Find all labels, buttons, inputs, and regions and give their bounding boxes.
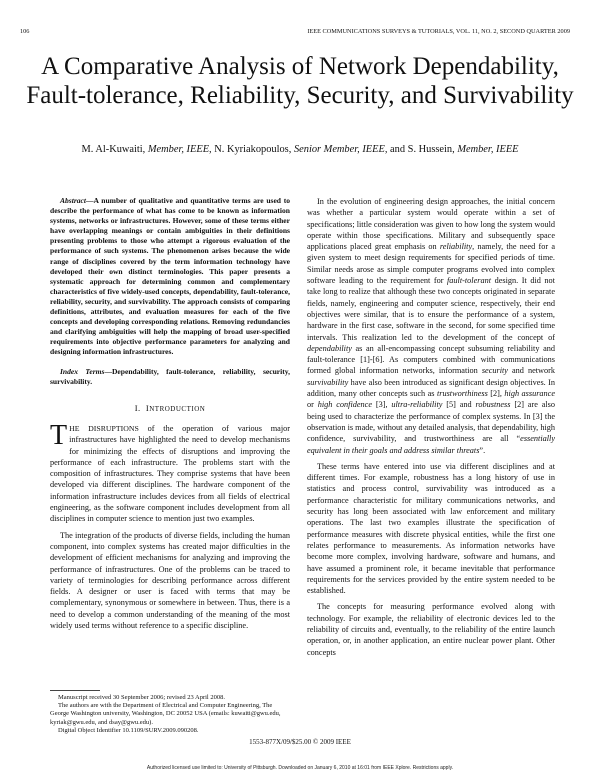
section-title-rest: NTRODUCTION (149, 404, 206, 413)
text-run: ”. (479, 445, 486, 455)
emphasis-survivability: survivability (307, 377, 349, 387)
text-run: and network (507, 366, 555, 376)
text-run: In the evolution of engineering design approaches, the initial concern was whether a particular system would operate within a set of specifications; little consideration was given to how long the system would operate within those specifications. Military and subsequently space applications placed great emphasis on (307, 197, 555, 252)
abstract-text: —A number of qualitative and quantitative terms are used to describe the performance of what has come to be known as information systems, networks or infrastructures. However, some of these terms either have overlapping meanings or contain ambiguities in their definitions presenting problems to those who attempt a rigorous evaluation of the performance of such systems. The phenomenon arises because the wide range of disciplines covered by the term information technology have developed their own distinct terminologies. This paper presents a systematic approach for determining common and complementary characteristics of five widely-used concepts, dependability, fault-tolerance, reliability, security, and survivability. The approach consists of comparing definitions, attributes, and evaluation measures for each of the five concepts and developing corresponding relations. Removing redundancies and clarifying ambiguities will help the mapping of broad user-specified requirements into objective performance parameters for analyzing and designing information infrastructures. (50, 196, 290, 357)
text-run: [3], (371, 400, 392, 410)
text-run: [2] are also being used to characterize the performance of complex systems. In [3] the observation is made, without any detailed analysis, that dependability, high confidence, survivability, and trustworthiness are all “ (307, 400, 556, 444)
emphasis-reliability: reliability (439, 242, 473, 252)
paper-title: A Comparative Analysis of Network Dependability, Fault-tolerance, Reliability, Security, and Survivability (26, 53, 574, 109)
author-1-role: Member, IEEE, (147, 144, 212, 155)
author-line (20, 144, 580, 155)
author-3-role: Member, IEEE (457, 144, 519, 155)
emphasis-dependability: dependability (307, 343, 352, 353)
abstract-label: Abstract (60, 196, 86, 205)
copyright-line: 1553-877X/09/$25.00 © 2009 IEEE (249, 738, 351, 746)
page-number: 106 (20, 28, 30, 35)
right-paragraph-2: These terms have entered into use via different disciplines and at different times. For example, robustness has a long history of use in statistics and process control, survivability was introduced as a performance characteristic for military communications networks, and security has long been associated with law enforcement and military operations. The last two examples illustrate the specification of performance measures with discrete physical entities, while the first one relates performance to measurements. As information networks have become more complex, involving hardware, software and humans, and have assumed a prominent role, it became inevitable that performance requirements for the services provided by the entire system needed to be established. (307, 461, 555, 596)
caps-lead: HE DISRUPTIONS (69, 423, 139, 433)
text-run: [2], (487, 389, 505, 399)
emphasis-security: security (481, 366, 508, 376)
text-run: , namely, the need for a given system to meet design requirements for specified periods of time. Similar needs arose as simple computer programs evolved into complex software leading to the requirement for (307, 242, 555, 286)
text-run: have also been introduced as significant design objectives. In addition, many other concepts such as (307, 377, 555, 399)
abstract (50, 196, 290, 358)
right-paragraph-3: The concepts for measuring performance evolved along with technology. For example, the reliability of electronic devices led to the reliability of circuits and, eventually, to the reliability of the entire launch operation, or, in another application, an entire nuclear power plant. Other concepts (307, 602, 555, 657)
journal-header: IEEE COMMUNICATIONS SURVEYS & TUTORIALS, VOL. 11, NO. 2, SECOND QUARTER 2009 (307, 28, 570, 35)
intro-paragraph-2: The integration of the products of diverse fields, including the human component, into complex systems has created major difficulties in the development of efficient mechanisms for analyzing and improving the performance of infrastructures. One of the problems can be traced to variety of terminologies for describing performance across different fields. A designer or user is faced with terms that may be complementary, synonymous or somewhere in between. Thus, there is a need to develop a common understanding of the meaning of the most widely used terms without reference to a specific discipline. (50, 530, 290, 631)
footnote (50, 690, 290, 735)
section-title-first: I (145, 402, 150, 413)
intro-paragraph-1-text: of the operation of various major infrastructures have highlighted the need to develop mechanisms for minimizing the effects of disruptions and improving the performance of each infrastructure. The problems start with the composition of infrastructures. They comprise systems that have been developed via different disciplines. The hardware component of the information infrastructure includes devices from all fields of electrical engineering, as the software component includes development from all disciplines in computer science to mention just two examples. (50, 423, 291, 524)
footnote-line-1: Manuscript received 30 September 2006; revised 23 April 2008. (58, 694, 225, 701)
emphasis-fault-tolerant: fault-tolerant (447, 276, 492, 286)
footnote-line-3: Digital Object Identifier 10.1109/SURV.2009.090208. (58, 726, 199, 734)
section-number: I. (134, 402, 141, 413)
emphasis-trustworthiness: trustworthiness (436, 389, 488, 399)
drop-cap: T (50, 419, 68, 451)
right-paragraph-1 (307, 196, 555, 456)
author-2-role: Senior Member, IEEE, (293, 144, 388, 155)
text-run: [5] and (442, 400, 476, 410)
author-conj: and (390, 144, 406, 155)
index-terms-text: —Dependability, fault-tolerance, reliability, security, survivability. (50, 366, 290, 386)
emphasis-ultra-reliability: ultra-reliability (391, 400, 443, 410)
emphasis-robustness: robustness (475, 400, 511, 410)
emphasis-quote: essentially equivalent in their goals and address similar threats (307, 434, 555, 455)
footnote-line-2: The authors are with the Department of Electrical and Computer Engineering, The George Washington university, Washington, DC 20052 USA (emails: kuwaiti@gwu.edu, kyriak@gwu.edu, and dsay@gwu.edu). (50, 702, 281, 726)
index-terms-label: Index Terms (60, 366, 105, 376)
author-3-name: S. Hussein, (407, 144, 455, 155)
text-run: design. It did not take long to realize that although these two concepts originated in separate fields, namely, engineering and computer science, respectively, their end objectives were similar, that is to ensure the performance of a system, hardware in the first case, software in the second, for some specified time intervals. This realization led to the development of the concept of (307, 276, 555, 342)
text-run: as an all-encompassing concept subsuming reliability and fault-tolerance [1]-[6]. As computers combined with communications formed global information networks, information (307, 343, 555, 376)
left-column (50, 196, 290, 631)
section-heading (50, 403, 290, 415)
right-column (307, 196, 555, 658)
emphasis-high-assurance: high assurance (504, 389, 555, 399)
author-2-name: N. Kyriakopoulos, (214, 144, 292, 155)
index-terms (50, 367, 290, 387)
emphasis-high-confidence: high confidence (317, 400, 372, 410)
intro-paragraph-1 (50, 419, 291, 525)
footnote-rule (50, 690, 100, 691)
authorized-use-notice: Authorized licensed use limited to: University of Pittsburgh. Downloaded on January 6, 2010 at 16:01 from IEEE Xplore. Restrictions apply. (146, 765, 454, 771)
text-run: or (307, 400, 318, 410)
author-1-name: M. Al-Kuwaiti, (81, 144, 146, 155)
